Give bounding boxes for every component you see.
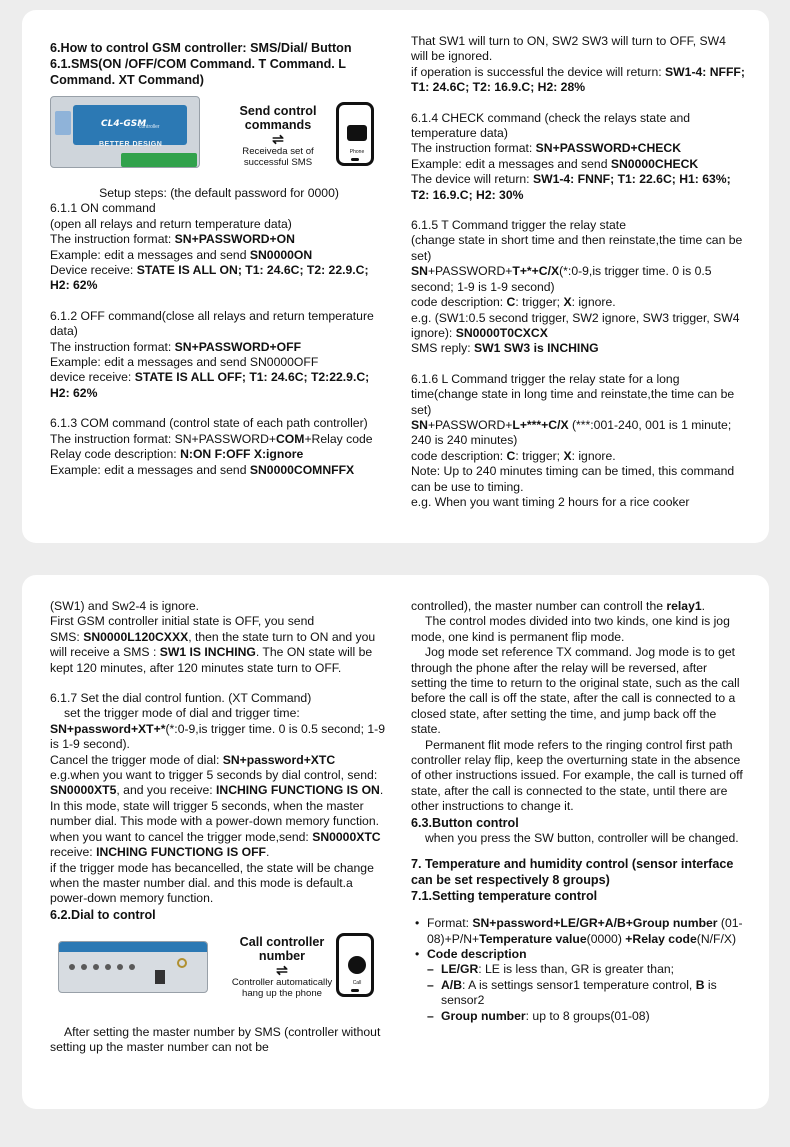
cont-line1: (SW1) and Sw2-4 is ignore.: [50, 599, 200, 613]
exchange-arrows-icon: ⇌: [276, 961, 288, 978]
phone-label: Phone: [349, 149, 365, 155]
code-a-b: – A/B: A is settings sensor1 temperature control, B is sensor2: [411, 978, 745, 1009]
s613-title: 6.1.3 COM command (control state of each path controller): [50, 416, 368, 431]
s614-return: The device will return: SW1-4: FNNF; T1: 22.6C; H1: 63%; T2: 16.9.C; H2: 30%: [411, 172, 731, 202]
s611-title: 6.1.1 ON command: [50, 201, 156, 216]
s612-receive: device receive: STATE IS ALL OFF; T1: 24.6C; T2:22.9.C; H2: 62%: [50, 370, 370, 400]
envelope-icon: [347, 125, 367, 141]
device-brand: CL4-GSM: [101, 119, 147, 129]
s615-eg: e.g. (SW1:0.5 second trigger, SW2 ignore, SW3 trigger, SW4 ignore): SN0000T0CXCX: [411, 310, 740, 340]
s617-eg3: if the trigger mode has becancelled, the state will be change when the master number dial. and this mode is default.a power-down memory function.: [50, 860, 374, 906]
s71-title: 7.1.Setting temperature control: [411, 889, 598, 904]
format-list: [411, 916, 745, 1024]
s615-format: SN+PASSWORD+T+*+C/X(*:0-9,is trigger time. 0 is 0.5 second; 1-9 is 1-9 second): [411, 264, 712, 294]
phone-call-icon: [336, 933, 374, 997]
s611-desc: (open all relays and return temperature data): [50, 216, 292, 231]
s612-title: 6.1.2 OFF command(close all relays and return temperature data): [50, 308, 374, 339]
power-jack: [155, 970, 165, 984]
s612-example: Example: edit a messages and send SN0000OFF: [50, 355, 319, 370]
instruction-card-1: [22, 10, 769, 543]
s615-title: 6.1.5 T Command trigger the relay state: [411, 218, 626, 233]
send-commands-label: Send control commands: [239, 104, 317, 132]
s614-title: 6.1.4 CHECK command (check the relays state and temperature data): [411, 110, 691, 141]
cont-line3: SMS: SN0000L120CXXX, then the state turn to ON and you will receive a SMS : SW1 IS INCHING. The ON state will be kept 120 minutes, after 120 minutes state turn to OFF.: [50, 629, 376, 675]
handset-icon: [348, 956, 366, 974]
code-le-gr: – LE/GR: LE is less than, GR is greater than;: [411, 962, 745, 977]
sms-diagram: [50, 94, 388, 180]
dial-cont: controlled), the master number can controll the relay1.: [411, 599, 706, 613]
s617-eg1: e.g.when you want to trigger 5 seconds by dial control, send: SN0000XT5, and you receive: INCHING FUNCTIONG IS ON. In this mode, state will trigger 5 seconds, when the master number dial. This mode with a power-down memory function.: [50, 768, 384, 829]
s62-body: After setting the master number by SMS (controller without setting up the master number can not be: [50, 1024, 381, 1055]
gsm-controller-image: [50, 96, 200, 168]
flip-mode-paragraph: Permanent flit mode refers to the ringing control first path controller relay flip, keep the overturning state in the absence of other instructions issued. For example, the call is turned off state, after the call is connected to the state, until there are other instructions to change it.: [411, 737, 743, 814]
section-6-title: 6.How to control GSM controller: SMS/Dial/ Button: [50, 41, 352, 55]
s615-desc: (change state in short time and then reinstate,the time can be set): [411, 233, 743, 263]
gsm-controller-front-image: [58, 941, 208, 993]
device-sub: controller: [139, 124, 160, 130]
intro-return: if operation is successful the device will return: SW1-4: NFFF; T1: 24.6C; T2: 16.9.C; H2: 28%: [411, 64, 745, 95]
card2-right-column: [411, 599, 745, 1024]
s614-format: The instruction format: SN+PASSWORD+CHECK: [411, 141, 682, 156]
phone-sms-icon: [336, 102, 374, 166]
s614-example: Example: edit a messages and send SN0000CHECK: [411, 156, 699, 171]
s617-format: SN+password+XT+*(*:0-9,is trigger time. 0 is 0.5 second; 1-9 is 1-9 second).: [50, 721, 385, 752]
antenna-port: [177, 958, 187, 968]
instruction-card-2: [22, 575, 769, 1109]
s611-format: The instruction format: SN+PASSWORD+ON: [50, 232, 295, 247]
s617-eg2: when you want to cancel the trigger mode,send: SN0000XTC receive: INCHING FUNCTIONG IS OFF.: [50, 829, 381, 860]
cont-line2: First GSM controller initial state is OFF, you send: [50, 614, 315, 629]
s613-format: The instruction format: SN+PASSWORD+COM+Relay code: [50, 431, 373, 446]
sms-flow: [226, 104, 330, 168]
intro-line: That SW1 will turn to ON, SW2 SW3 will turn to OFF, SW4 will be ignored.: [411, 34, 726, 64]
hang-up-label: Controller automatically hang up the phone: [231, 976, 333, 999]
s616-format: SN+PASSWORD+L+***+C/X (***:001-240, 001 is 1 minute; 240 is 240 minutes): [411, 417, 732, 448]
s63-body: when you press the SW button, controller will be changed.: [425, 830, 739, 845]
jog-mode-paragraph: Jog mode set reference TX command. Jog mode is to get through the phone after the relay will be reversed, after setting the time to return to the original state, such as the call before the call is off the state, after the call is connected to a closed state, after setting the time, and jump back off the state.: [411, 645, 740, 737]
code-description-item: • Code description: [411, 947, 745, 962]
format-item: • Format: SN+password+LE/GR+A/B+Group number (01-08)+P/N+Temperature value(0000) +Relay code(N/F/X): [411, 916, 745, 947]
s62-title: 6.2.Dial to control: [50, 907, 156, 922]
dial-flow: [222, 935, 342, 999]
s616-note: Note: Up to 240 minutes timing can be timed, this command can be use to timing.: [411, 464, 735, 494]
s617-desc: set the trigger mode of dial and trigger time:: [64, 706, 300, 721]
s617-title: 6.1.7 Set the dial control funtion. (XT Command): [50, 691, 312, 706]
terminal-block: [121, 153, 197, 167]
s615-code: code description: C: trigger; X: ignore.: [411, 295, 616, 310]
s612-format: The instruction format: SN+PASSWORD+OFF: [50, 339, 302, 354]
s615-reply: SMS reply: SW1 SW3 is INCHING: [411, 341, 599, 356]
s611-receive: Device receive: STATE IS ALL ON; T1: 24.6C; T2: 22.9.C; H2: 62%: [50, 263, 369, 293]
s611-example: Example: edit a messages and send SN0000ON: [50, 247, 313, 262]
phone-call-label: Call: [352, 979, 362, 986]
setup-steps: Setup steps: (the default password for 0000): [99, 186, 339, 200]
s613-example: Example: edit a messages and send SN0000COMNFFX: [50, 462, 355, 477]
s63-title: 6.3.Button control: [411, 815, 519, 830]
s616-title: 6.1.6 L Command trigger the relay state for a long time(change state in long time and reinstate,the time can be set): [411, 371, 735, 417]
modes-paragraph: The control modes divided into two kinds, one kind is jog mode, one kind is permanent flip mode.: [411, 614, 730, 644]
exchange-arrows-icon: ⇌: [272, 131, 284, 147]
received-sms-label: Receiveda set of successful SMS: [242, 146, 314, 168]
card1-left-column: [50, 40, 388, 478]
s617-cancel: Cancel the trigger mode of dial: SN+password+XTC: [50, 752, 336, 767]
device-maker: BETTER DESIGN: [99, 141, 163, 148]
call-controller-label: Call controller number: [239, 934, 325, 963]
card1-right-column: [411, 34, 745, 510]
s613-code: Relay code description: N:ON F:OFF X:ignore: [50, 447, 304, 462]
s7-title: 7. Temperature and humidity control (sensor interface can be set respectively 8 groups): [411, 857, 734, 888]
card2-left-column: [50, 599, 388, 1056]
dial-diagram: [50, 933, 388, 1015]
s616-eg: e.g. When you want timing 2 hours for a rice cooker: [411, 494, 690, 509]
section-6-1-title: 6.1.SMS(ON /OFF/COM Command. T Command. L Command. XT Command): [50, 57, 346, 87]
sim-slot: [55, 111, 71, 135]
s616-code: code description: C: trigger; X: ignore.: [411, 448, 616, 463]
code-group-number: – Group number: up to 8 groups(01-08): [411, 1009, 745, 1024]
